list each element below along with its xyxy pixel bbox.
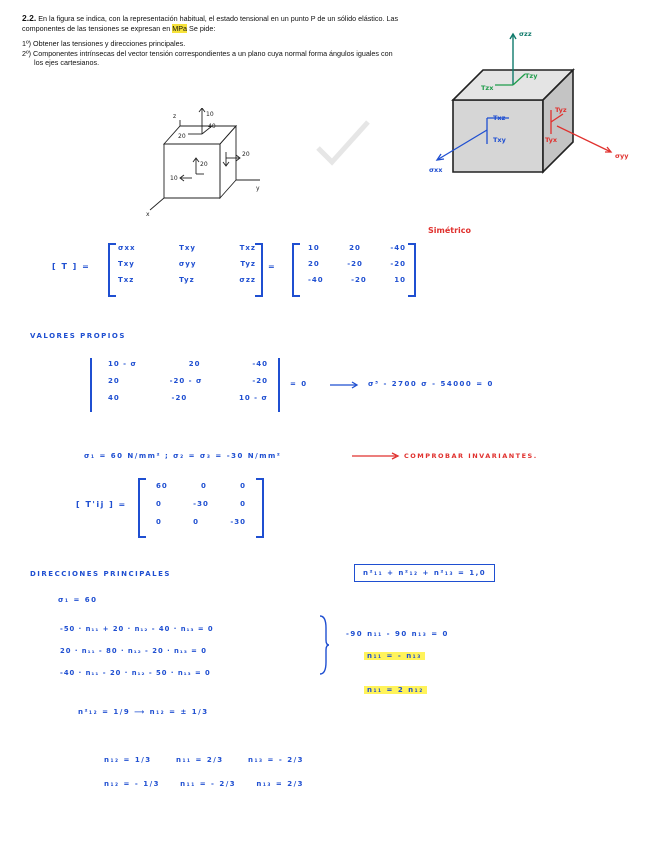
tp-23: 0 bbox=[240, 500, 246, 508]
system-result-1: -90 n₁₁ - 90 n₁₃ = 0 bbox=[346, 630, 449, 638]
problem-item-2: 2º) Componentes intrínsecas del vector tensión correspondientes a un plano cuya normal forma ángulos iguales con los ejes cartesianos. bbox=[22, 48, 393, 68]
tp-12: 0 bbox=[201, 482, 207, 490]
small-fig-label-20c: 20 bbox=[242, 151, 250, 158]
det-31: 40 bbox=[108, 394, 120, 402]
sym-11: σxx bbox=[118, 244, 136, 252]
symbolic-matrix bbox=[118, 244, 256, 292]
cube-label-tzx: Tzx bbox=[481, 84, 494, 92]
det-32: -20 bbox=[171, 394, 188, 402]
num-12: 20 bbox=[349, 244, 361, 252]
cube-label-syy: σyy bbox=[615, 152, 629, 160]
principal-values: σ₁ = 60 N/mm² ; σ₂ = σ₃ = -30 N/mm² bbox=[84, 452, 282, 460]
num-13: -40 bbox=[390, 244, 406, 252]
num-31: -40 bbox=[308, 276, 324, 284]
sol-1-n11: n₁₁ = 2/3 bbox=[176, 756, 224, 764]
sigma1-value: σ₁ = 60 bbox=[58, 596, 98, 604]
small-fig-y: y bbox=[256, 185, 260, 192]
problem-item-1: 1º) Obtener las tensiones y direcciones principales. bbox=[22, 39, 186, 49]
sym-matrix-right-bracket bbox=[255, 243, 263, 297]
small-fig-label-40: 40 bbox=[208, 123, 216, 130]
det-21: 20 bbox=[108, 377, 120, 385]
problem-text-end: Se pide: bbox=[189, 23, 216, 33]
equation-system bbox=[60, 618, 214, 684]
system-eq-2: 20 · n₁₁ - 80 · n₁₂ - 20 · n₁₃ = 0 bbox=[60, 647, 207, 655]
sym-31: Txz bbox=[118, 276, 135, 284]
tp-13: 0 bbox=[240, 482, 246, 490]
tprime-matrix bbox=[156, 482, 246, 536]
tp-32: 0 bbox=[193, 518, 200, 526]
tp-21: 0 bbox=[156, 500, 162, 508]
system-result-3: n₁₁ = 2 n₁₂ bbox=[364, 686, 427, 694]
tprime-label: [ T'ij ] = bbox=[76, 500, 127, 509]
det-33: 10 - σ bbox=[239, 394, 268, 402]
sym-matrix-left-bracket bbox=[108, 243, 116, 297]
directions-heading: DIRECCIONES PRINCIPALES bbox=[30, 570, 171, 578]
sol-1-n12: n₁₂ = 1/3 bbox=[104, 756, 152, 764]
num-23: -20 bbox=[390, 260, 406, 268]
small-fig-label-20a: 20 bbox=[178, 133, 186, 140]
solutions-row-2 bbox=[104, 780, 304, 788]
num-21: 20 bbox=[308, 260, 320, 268]
sym-22: σyy bbox=[178, 260, 197, 268]
tprime-left-bracket bbox=[138, 478, 146, 538]
num-11: 10 bbox=[308, 244, 320, 252]
stress-cube-figure bbox=[425, 22, 645, 182]
cube-label-sxx: σxx bbox=[429, 166, 443, 174]
det-22: -20 - σ bbox=[169, 377, 203, 385]
characteristic-equation: σ³ - 2700 σ - 54000 = 0 bbox=[368, 380, 494, 388]
cube-label-tyx: Tyx bbox=[545, 136, 558, 144]
sol-2-n12: n₁₂ = - 1/3 bbox=[104, 780, 160, 788]
unit-highlight: MPa bbox=[172, 23, 188, 33]
cube-label-szz: σzz bbox=[519, 30, 532, 38]
tp-33: -30 bbox=[230, 518, 246, 526]
num-matrix-right-bracket bbox=[408, 243, 416, 297]
small-fig-z: z bbox=[173, 113, 177, 120]
det-12: 20 bbox=[188, 360, 201, 368]
sym-33: σzz bbox=[239, 276, 256, 284]
tensor-label: [ T ] = bbox=[52, 262, 91, 271]
det-23: -20 bbox=[252, 377, 268, 385]
num-matrix-left-bracket bbox=[292, 243, 300, 297]
small-cube-figure bbox=[140, 108, 270, 216]
system-brace bbox=[318, 614, 330, 676]
sol-1-n13: n₁₃ = - 2/3 bbox=[248, 756, 304, 764]
system-eq-1: -50 · n₁₁ + 20 · n₁₂ - 40 · n₁₃ = 0 bbox=[60, 625, 214, 633]
det-13: -40 bbox=[252, 360, 268, 368]
equals-sign: = bbox=[268, 262, 277, 271]
sym-12: Txy bbox=[179, 244, 196, 252]
det-matrix bbox=[108, 360, 268, 411]
sol-2-n13: n₁₃ = 2/3 bbox=[256, 780, 304, 788]
num-33: 10 bbox=[394, 276, 406, 284]
num-32: -20 bbox=[351, 276, 367, 284]
num-22: -20 bbox=[347, 260, 363, 268]
sym-23: Tyz bbox=[240, 260, 256, 268]
det-equals-zero: = 0 bbox=[290, 380, 308, 388]
normalization-equation: n²₁₁ + n²₁₂ + n²₁₃ = 1,0 bbox=[354, 564, 495, 582]
small-fig-label-10b: 10 bbox=[170, 175, 178, 182]
sym-32: Tyz bbox=[179, 276, 195, 284]
det-left-bar bbox=[90, 358, 92, 412]
symmetric-note: Simétrico bbox=[428, 226, 472, 235]
cube-label-tyz: Tyz bbox=[555, 106, 567, 114]
system-eq-3: -40 · n₁₁ - 20 · n₁₂ - 50 · n₁₃ = 0 bbox=[60, 669, 211, 677]
tp-22: -30 bbox=[193, 500, 209, 508]
sym-21: Txy bbox=[118, 260, 135, 268]
det-right-bar bbox=[278, 358, 280, 412]
eigen-heading: VALORES PROPIOS bbox=[30, 332, 126, 340]
tprime-right-bracket bbox=[256, 478, 264, 538]
small-fig-label-20b: 20 bbox=[200, 161, 208, 168]
small-fig-x: x bbox=[146, 211, 150, 216]
numeric-matrix bbox=[308, 244, 406, 292]
check-invariants: COMPROBAR INVARIANTES. bbox=[404, 452, 538, 460]
sym-13: Txz bbox=[239, 244, 256, 252]
n12-equation: n²₁₂ = 1/9 ⟶ n₁₂ = ± 1/3 bbox=[78, 708, 209, 716]
cube-label-tzy: Tzy bbox=[525, 72, 538, 80]
tp-31: 0 bbox=[156, 518, 162, 526]
problem-statement bbox=[22, 14, 402, 68]
red-arrow-icon bbox=[352, 451, 402, 461]
system-result-2: n₁₁ = - n₁₃ bbox=[364, 652, 425, 660]
tp-11: 60 bbox=[156, 482, 168, 490]
cube-label-txz: Txz bbox=[493, 114, 506, 122]
problem-number: 2.2. bbox=[22, 13, 37, 23]
small-fig-label-10a: 10 bbox=[206, 111, 214, 118]
arrow-icon bbox=[330, 380, 360, 390]
cube-label-txy: Txy bbox=[493, 136, 506, 144]
det-11: 10 - σ bbox=[108, 360, 137, 368]
solutions-row-1 bbox=[104, 756, 304, 764]
problem-text: En la figura se indica, con la representación habitual, el estado tensional en un punto P de un sólido elástico. Las componentes de las tensiones se expresan en bbox=[22, 14, 399, 33]
sol-2-n11: n₁₁ = - 2/3 bbox=[180, 780, 237, 788]
check-mark-watermark bbox=[312, 118, 372, 168]
